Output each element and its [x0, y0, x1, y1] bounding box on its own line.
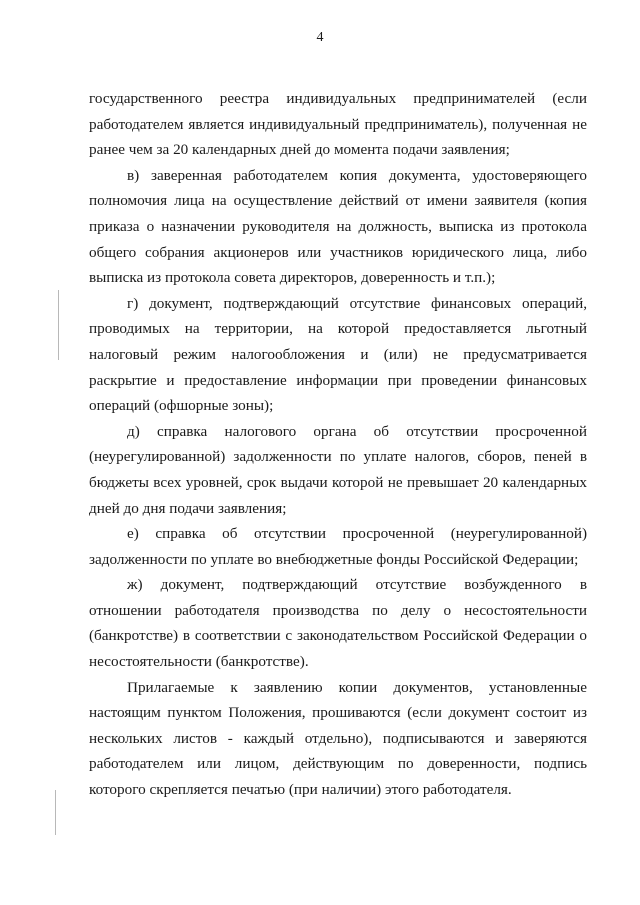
- page-number: 4: [316, 30, 324, 45]
- paragraph-continuation: государственного реестра индивидуальных предпринимателей (если работодателем является индивидуальный предприниматель), полученная не ранее чем за 20 календарных дней до момента подачи заявления;: [89, 90, 587, 159]
- paragraph-closing: Прилагаемые к заявлению копии документов, установленные настоящим пунктом Положения, прошиваются (если документ состоит из нескольких листов - каждый отдельно), подписываются и заверяются работодателем или лицом, действующим по доверенности, подпись которого скрепляется печатью (при наличии) этого работодателя.: [89, 678, 587, 799]
- scan-margin-mark: [55, 790, 56, 835]
- paragraph-item-d: д) справка налогового органа об отсутствии просроченной (неурегулированной) задолженности по уплате налогов, сборов, пеней в бюджеты всех уровней, срок выдачи которой не превышает 20 календарных дней до дня подачи заявления;: [89, 422, 587, 517]
- paragraph-item-g: г) документ, подтверждающий отсутствие финансовых операций, проводимых на территории, на которой предоставляется льготный налоговый режим налогообложения и (или) не предусматривается раскрытие и предоставление информации при проведении финансовых операций (офшорные зоны);: [89, 294, 587, 415]
- paragraph-item-zh: ж) документ, подтверждающий отсутствие возбужденного в отношении работодателя производства по делу о несостоятельности (банкротстве) в соответствии с законодательством Российской Федерации о несостоятельности (банкротстве).: [89, 576, 587, 671]
- paragraph-item-v: в) заверенная работодателем копия документа, удостоверяющего полномочия лица на осуществление действий от имени заявителя (копия приказа о назначении руководителя на должность, выписка из протокола общего собрания акционеров или участников юридического лица, либо выписка из протокола совета директоров, доверенность и т.п.);: [89, 166, 587, 287]
- scan-margin-mark: [58, 290, 59, 360]
- document-body: [89, 86, 587, 803]
- paragraph-item-e: е) справка об отсутствии просроченной (неурегулированной) задолженности по уплате во внебюджетные фонды Российской Федерации;: [89, 525, 587, 568]
